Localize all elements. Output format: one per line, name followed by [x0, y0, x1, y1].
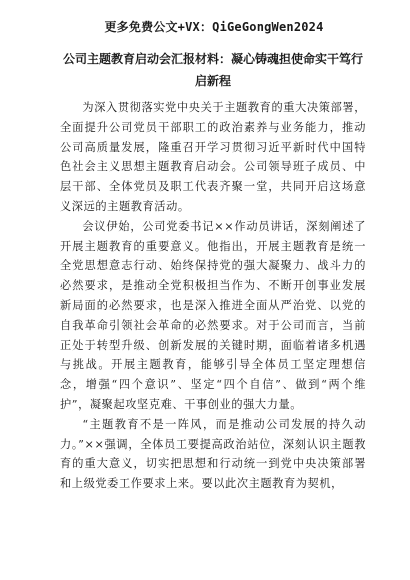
- document-body: [60, 98, 366, 494]
- body-paragraph: 为深入贯彻落实党中央关于主题教育的重大决策部署，全面提升公司党员干部职工的政治素养与业务能力，推动公司高质量发展，隆重召开学习贯彻习近平新时代中国特色社会主义思想主题教育启动会。公司领导班子成员、中层干部、全体党员及职工代表齐聚一堂，共同开启这场意义深远的主题教育活动。: [60, 101, 366, 213]
- body-paragraph: 会议伊始，公司党委书记××作动员讲话，深刻阐述了开展主题教育的重要意义。他指出，开展主题教育是统一全党思想意志行动、始终保持党的强大凝聚力、战斗力的必然要求，是推动全党积极担当作为、不断开创事业发展新局面的必然要求，也是深入推进全面从严治党、以党的自我革命引领社会革命的必然要求。对于公司而言，当前正处于转型升级、创新发展的关键时期，面临着诸多机遇与挑战。开展主题教育，能够引导全体员工坚定理想信念，增强“四个意识”、坚定“四个自信”、做到“两个维护”，凝聚起攻坚克难、干事创业的强大力量。: [60, 219, 366, 411]
- promo-banner: 更多免费公文+VX：QiGeGongWen2024: [104, 20, 324, 34]
- document-title: 公司主题教育启动会汇报材料：凝心铸魂担使命实干笃行启新程: [62, 52, 363, 88]
- body-paragraph: “主题教育不是一阵风，而是推动公司发展的持久动力。”××强调，全体员工要提高政治站位，深刻认识主题教育的重大意义，切实把思想和行动统一到党中央决策部署和上级党委工作要求上来。要以此次主题教育为契机，: [60, 417, 366, 491]
